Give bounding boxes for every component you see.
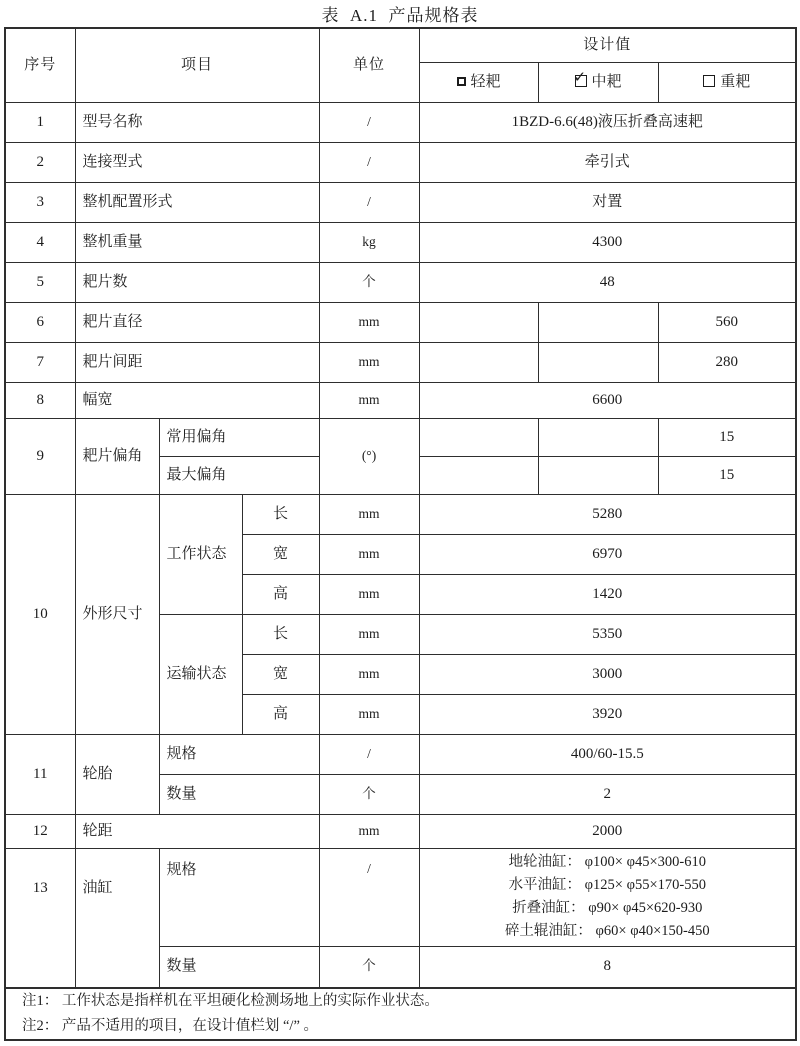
dim-label: 宽 [242, 534, 319, 574]
design-value-light [419, 302, 538, 342]
row-seq: 9 [5, 418, 75, 494]
table-row [5, 182, 796, 222]
row-unit: / [319, 182, 419, 222]
cylinder-spec-line: 地轮油缸： φ100× φ45×300-610 [508, 854, 706, 870]
row-unit: mm [319, 574, 419, 614]
row-value: 8 [419, 946, 796, 988]
row-seq: 8 [5, 382, 75, 418]
row-seq: 4 [5, 222, 75, 262]
table-row [5, 848, 796, 946]
design-variant-heavy [658, 62, 796, 102]
row-unit: 个 [319, 946, 419, 988]
design-value-heavy: 15 [658, 456, 796, 494]
row-unit: mm [319, 494, 419, 534]
row-unit: (°) [319, 418, 419, 494]
row-unit: mm [319, 382, 419, 418]
row-unit: mm [319, 654, 419, 694]
sub-item: 规格 [159, 848, 319, 946]
row-seq: 3 [5, 182, 75, 222]
row-value: 400/60-15.5 [419, 734, 796, 774]
row-unit: mm [319, 302, 419, 342]
row-value: 对置 [419, 182, 796, 222]
design-value-light [419, 456, 538, 494]
row-unit: 个 [319, 262, 419, 302]
cylinder-spec-line: 折叠油缸： φ90× φ45×620-930 [512, 900, 703, 916]
sub-item: 数量 [159, 946, 319, 988]
table-row [5, 102, 796, 142]
design-value-medium [538, 302, 658, 342]
row-unit: 个 [319, 774, 419, 814]
dim-label: 长 [242, 494, 319, 534]
row-value: 2 [419, 774, 796, 814]
row-seq: 13 [5, 848, 75, 988]
design-variant-medium [538, 62, 658, 102]
sub-group: 运输状态 [159, 614, 242, 734]
row-unit: mm [319, 694, 419, 734]
row-value: 48 [419, 262, 796, 302]
design-value-light [419, 342, 538, 382]
dim-label: 宽 [242, 654, 319, 694]
row-unit: / [319, 848, 419, 946]
row-item: 幅宽 [75, 382, 319, 418]
row-value: 6600 [419, 382, 796, 418]
row-seq: 7 [5, 342, 75, 382]
row-value: 2000 [419, 814, 796, 848]
dim-label: 高 [242, 574, 319, 614]
row-item: 整机重量 [75, 222, 319, 262]
variant-heavy-label: 重耙 [720, 73, 751, 90]
sub-item: 数量 [159, 774, 319, 814]
table-row [5, 814, 796, 848]
design-value-light [419, 418, 538, 456]
row-item: 耙片间距 [75, 342, 319, 382]
row-value: 5280 [419, 494, 796, 534]
table-title: 表 A.1 产品规格表 [321, 6, 479, 25]
sub-item: 常用偏角 [159, 418, 319, 456]
design-value-heavy: 15 [658, 418, 796, 456]
row-unit: / [319, 142, 419, 182]
note-1: 注1： 工作状态是指样机在平坦硬化检测场地上的实际作业状态。 [22, 993, 439, 1009]
product-spec-table [4, 27, 797, 1041]
row-unit: mm [319, 814, 419, 848]
row-value: 3920 [419, 694, 796, 734]
sub-item: 规格 [159, 734, 319, 774]
row-item: 轮距 [75, 814, 319, 848]
design-value-heavy: 560 [658, 302, 796, 342]
row-item: 连接型式 [75, 142, 319, 182]
row-item: 耙片直径 [75, 302, 319, 342]
checkbox-unchecked-icon [703, 75, 715, 87]
col-header-unit: 单位 [319, 28, 419, 102]
row-seq: 12 [5, 814, 75, 848]
row-value: 4300 [419, 222, 796, 262]
table-row [5, 262, 796, 302]
row-value: 3000 [419, 654, 796, 694]
cylinder-spec-line: 碎土辊油缸： φ60× φ40×150-450 [504, 923, 710, 939]
row-seq: 1 [5, 102, 75, 142]
variant-light-label: 轻耙 [470, 73, 501, 90]
dim-label: 高 [242, 694, 319, 734]
design-value-medium [538, 418, 658, 456]
row-value: 牵引式 [419, 142, 796, 182]
design-value-medium [538, 342, 658, 382]
row-unit: / [319, 102, 419, 142]
table-row [5, 342, 796, 382]
row-value: 5350 [419, 614, 796, 654]
col-header-item: 项目 [75, 28, 319, 102]
table-row [5, 222, 796, 262]
cylinder-spec-line: 水平油缸： φ125× φ55×170-550 [508, 877, 706, 893]
table-row [5, 734, 796, 774]
sub-group: 工作状态 [159, 494, 242, 614]
row-item: 耙片数 [75, 262, 319, 302]
row-seq: 5 [5, 262, 75, 302]
table-row [5, 142, 796, 182]
design-variant-light [419, 62, 538, 102]
row-unit: mm [319, 614, 419, 654]
row-seq: 10 [5, 494, 75, 734]
row-item: 耙片偏角 [75, 418, 159, 494]
table-row [5, 382, 796, 418]
row-unit: / [319, 734, 419, 774]
table-notes [5, 988, 796, 1040]
row-item: 油缸 [75, 848, 159, 988]
row-unit: mm [319, 342, 419, 382]
row-unit: kg [319, 222, 419, 262]
row-value: 6970 [419, 534, 796, 574]
row-item: 整机配置形式 [75, 182, 319, 222]
design-value-medium [538, 456, 658, 494]
row-seq: 6 [5, 302, 75, 342]
table-row [5, 988, 796, 1040]
table-row [5, 418, 796, 456]
variant-medium-label: 中耙 [591, 73, 622, 90]
dim-label: 长 [242, 614, 319, 654]
row-unit: mm [319, 534, 419, 574]
row-seq: 11 [5, 734, 75, 814]
sub-item: 最大偏角 [159, 456, 319, 494]
checkbox-checked-icon [575, 75, 587, 87]
table-row [5, 494, 796, 534]
row-item: 外形尺寸 [75, 494, 159, 734]
row-value-multiline [419, 848, 796, 946]
col-header-design: 设计值 [419, 28, 796, 62]
col-header-seq: 序号 [5, 28, 75, 102]
table-row [5, 302, 796, 342]
row-value: 1BZD-6.6(48)液压折叠高速耙 [419, 102, 796, 142]
note-2: 注2： 产品不适用的项目，在设计值栏划 “/” 。 [22, 1018, 319, 1034]
row-seq: 2 [5, 142, 75, 182]
checkbox-unchecked-icon [457, 77, 466, 86]
design-value-heavy: 280 [658, 342, 796, 382]
row-item: 轮胎 [75, 734, 159, 814]
row-item: 型号名称 [75, 102, 319, 142]
row-value: 1420 [419, 574, 796, 614]
